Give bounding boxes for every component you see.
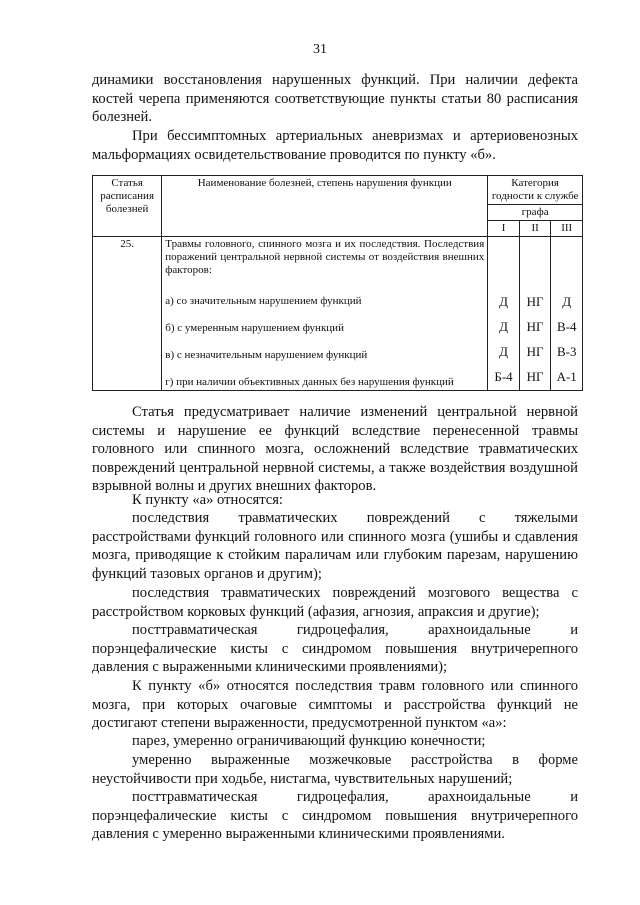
article-number: 25. [93,237,162,391]
intro-paragraph-2: При бессимптомных артериальных аневризмах и артериовенозных мальформациях освидетельствование проводится по пункту «б». [92,128,578,163]
column-header-graph-2: II [519,221,551,237]
graph-3-cell [551,237,583,391]
grade-b-1: Д [499,319,508,334]
body-paragraph-4: последствия травматических повреждений мозгового вещества с расстройством корковых функций (афазия, агнозия, апраксия и другие); [92,585,578,620]
page-number: 31 [313,42,327,57]
disease-intro: Травмы головного, спинного мозга и их последствия. Последствия поражений центральной нервной системы от воздействия внешних факторов: [165,238,485,276]
disease-item-c: в) с незначительным нарушением функций [165,349,368,361]
grade-c-2: НГ [526,344,544,359]
column-header-graph: графа [488,205,583,221]
disease-item-a: а) со значительным нарушением функций [165,295,362,307]
table-row [93,237,583,391]
grade-a-1: Д [499,294,508,309]
column-header-graph-1: I [488,221,520,237]
body-paragraph-1: Статья предусматривает наличие изменений центральной нервной системы и нарушение ее функций вследствие перенесенной травмы головного или спинного мозга, осложнений вследствие травматических повреждений центральной нервной системы, а также воздействия воздушной взрывной волны и других внешних факторов. [92,404,578,495]
disease-item-b: б) с умеренным нарушением функций [165,322,344,334]
body-paragraph-5: посттравматическая гидроцефалия, арахноидальные и порэнцефалические кисты с синдромом повышения внутричерепного давления с выраженными клиническими проявлениями); [92,622,578,676]
grade-d-2: НГ [526,369,544,384]
body-paragraph-6: К пункту «б» относятся последствия травм головного или спинного мозга, при которых очаговые симптомы и расстройства функций не достигают степени выраженности, предусмотренной пунктом «а»: [92,678,578,732]
body-paragraph-7: парез, умеренно ограничивающий функцию конечности; [132,733,486,749]
column-header-graph-3: III [551,221,583,237]
graph-1-cell [488,237,520,391]
body-paragraph-9: посттравматическая гидроцефалия, арахноидальные и порэнцефалические кисты с синдромом повышения внутричерепного давления с умеренно выраженными клиническими проявлениями. [92,789,578,843]
column-header-article: Статья расписания болезней [93,176,162,237]
column-header-name: Наименование болезней, степень нарушения функции [162,176,488,237]
table-header-row [93,176,583,205]
body-paragraph-3: последствия травматических повреждений с тяжелыми расстройствами функций головного или спинного мозга (ушибы и сдавления мозга, приводящие к стойким параличам или глубоким парезам, нарушению функций тазовых органов и другим); [92,510,578,582]
grade-b-2: НГ [526,319,544,334]
body-paragraph-2: К пункту «а» относятся: [132,492,283,508]
grade-d-3: А-1 [556,369,577,384]
intro-paragraph-1: динамики восстановления нарушенных функций. При наличии дефекта костей черепа применяются соответствующие пункты статьи 80 расписания болезней. [92,72,578,126]
grade-c-1: Д [499,344,508,359]
diseases-table [92,175,583,391]
body-paragraph-8: умеренно выраженные мозжечковые расстройства в форме неустойчивости при ходьбе, нистагма, чувствительных нарушений; [92,752,578,787]
graph-2-cell [519,237,551,391]
disease-name-cell [162,237,488,391]
column-header-category: Категория годности к службе [488,176,583,205]
grade-a-2: НГ [526,294,544,309]
grade-d-1: Б-4 [494,369,513,384]
grade-a-3: Д [562,294,572,309]
disease-item-d: г) при наличии объективных данных без нарушения функций [165,376,454,388]
grade-b-3: В-4 [556,319,577,334]
grade-c-3: В-3 [556,344,577,359]
